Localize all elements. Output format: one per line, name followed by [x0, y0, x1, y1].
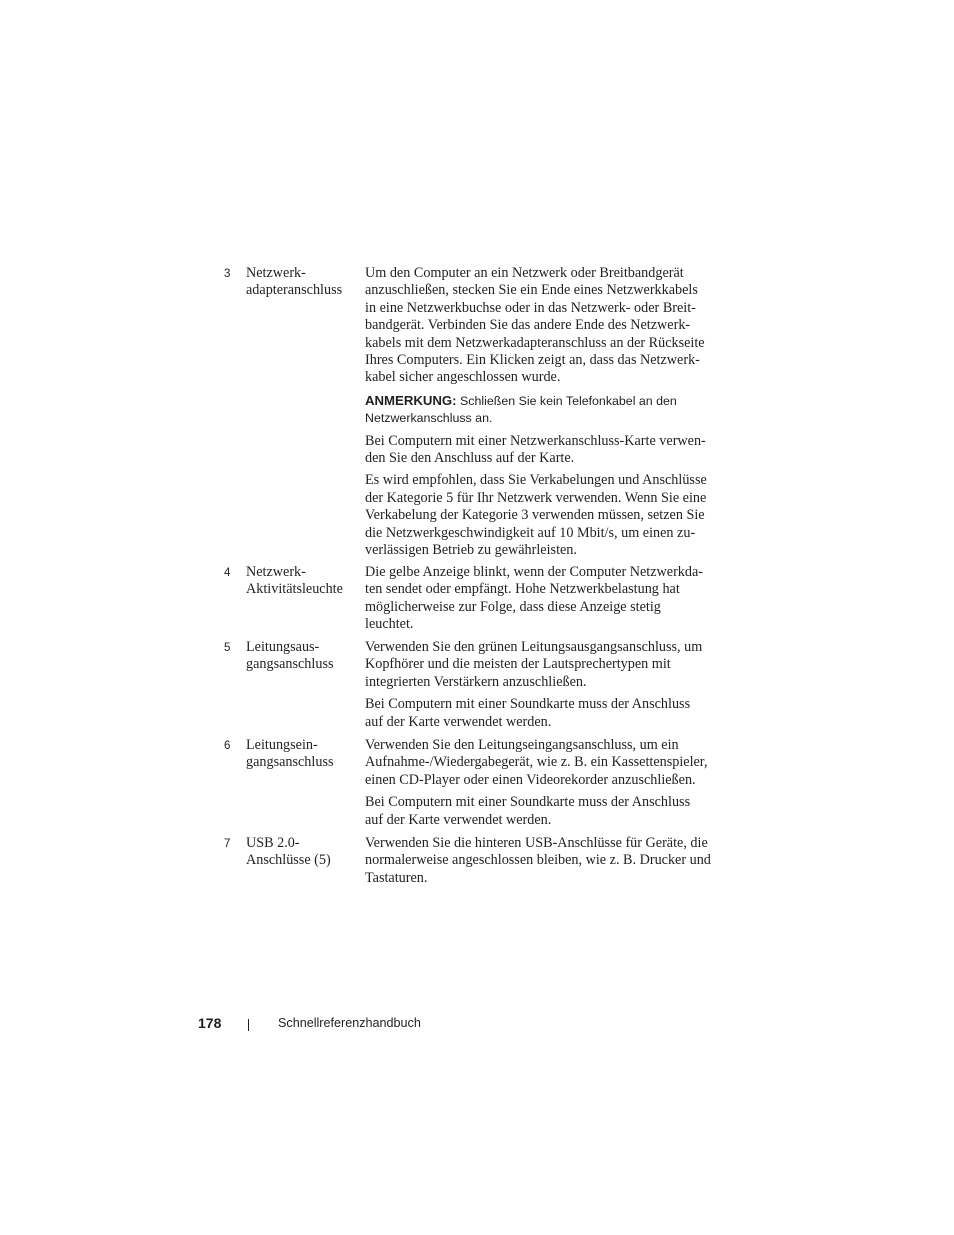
note-block [365, 392, 717, 428]
text-line: in eine Netzwerkbuchse oder in das Netzwerk- oder Breit- [365, 299, 696, 316]
entry-description [365, 835, 717, 887]
footer-title: Schnellreferenzhandbuch [278, 1016, 421, 1030]
text-line: kabel sicher angeschlossen wurde. [365, 369, 561, 386]
paragraph [365, 265, 717, 387]
page-number: 178 [198, 1015, 222, 1031]
entry-number: 4 [224, 567, 231, 579]
entry-number: 5 [224, 642, 231, 654]
term-line: adapteranschluss [246, 282, 343, 299]
paragraph [365, 472, 717, 559]
entry-term [246, 265, 358, 300]
note-text: Netzwerkanschluss an. [365, 411, 493, 426]
text-line: Kopfhörer und die meisten der Lautsprechertypen mit [365, 656, 671, 673]
term-line: gangsanschluss [246, 656, 334, 673]
paragraph [365, 564, 717, 634]
note-heading: ANMERKUNG: [365, 392, 457, 408]
text-line: Bei Computern mit einer Soundkarte muss der Anschluss [365, 696, 691, 713]
entry-description [365, 265, 717, 560]
text-line: Aufnahme-/Wiedergabegerät, wie z. B. ein Kassettenspieler, [365, 754, 708, 771]
text-line: Bei Computern mit einer Soundkarte muss der Anschluss [365, 794, 691, 811]
text-line: Verwenden Sie den Leitungseingangsanschluss, um ein [365, 737, 679, 753]
text-line: integrierten Verstärkern anzuschließen. [365, 673, 587, 690]
entry-term [246, 564, 358, 599]
paragraph [365, 835, 717, 887]
footer-divider [248, 1019, 249, 1031]
term-line: Aktivitätsleuchte [246, 581, 343, 598]
note-text: Schließen Sie kein Telefonkabel an den [460, 393, 677, 408]
text-line: den Sie den Anschluss auf der Karte. [365, 450, 575, 467]
text-line: anzuschließen, stecken Sie ein Ende eines Netzwerkkabels [365, 282, 698, 299]
entry-number: 3 [224, 268, 231, 280]
term-line: USB 2.0- [246, 835, 300, 851]
text-line: einen CD-Player oder einen Videorekorder anzuschließen. [365, 771, 696, 788]
paragraph [365, 433, 717, 468]
text-line: Ihres Computers. Ein Klicken zeigt an, dass das Netzwerk- [365, 352, 700, 369]
entry-description [365, 564, 717, 634]
text-line: bandgerät. Verbinden Sie das andere Ende des Netzwerk- [365, 317, 691, 334]
entry-term [246, 737, 358, 772]
paragraph [365, 696, 717, 731]
text-line: Es wird empfohlen, dass Sie Verkabelungen und Anschlüsse [365, 472, 707, 489]
text-line: Die gelbe Anzeige blinkt, wenn der Computer Netzwerkda- [365, 564, 704, 580]
text-line: auf der Karte verwendet werden. [365, 713, 552, 730]
paragraph [365, 639, 717, 691]
paragraph [365, 737, 717, 789]
term-line: Anschlüsse (5) [246, 852, 331, 869]
term-line: Leitungsein- [246, 737, 318, 753]
text-line: normalerweise angeschlossen bleiben, wie z. B. Drucker und [365, 852, 711, 869]
term-line: Netzwerk- [246, 564, 306, 580]
entry-number: 7 [224, 838, 231, 850]
text-line: Tastaturen. [365, 869, 428, 886]
text-line: verlässigen Betrieb zu gewährleisten. [365, 542, 577, 559]
text-line: Um den Computer an ein Netzwerk oder Breitbandgerät [365, 265, 684, 281]
text-line: ten sendet oder empfängt. Hohe Netzwerkbelastung hat [365, 581, 680, 598]
text-line: die Netzwerkgeschwindigkeit auf 10 Mbit/s, um einen zu- [365, 524, 696, 541]
paragraph [365, 794, 717, 829]
text-line: Bei Computern mit einer Netzwerkanschluss-Karte verwen- [365, 432, 706, 449]
entry-description [365, 639, 717, 731]
text-line: Verkabelung der Kategorie 3 verwenden müssen, setzen Sie [365, 507, 705, 524]
text-line: der Kategorie 5 für Ihr Netzwerk verwenden. Wenn Sie eine [365, 489, 707, 506]
text-line: Verwenden Sie die hinteren USB-Anschlüsse für Geräte, die [365, 835, 708, 851]
entry-number: 6 [224, 740, 231, 752]
entry-term [246, 639, 358, 674]
text-line: Verwenden Sie den grünen Leitungsausgangsanschluss, um [365, 639, 703, 655]
text-line: leuchtet. [365, 616, 414, 633]
text-line: möglicherweise zur Folge, dass diese Anzeige stetig [365, 598, 661, 615]
term-line: Netzwerk- [246, 265, 306, 281]
text-line: kabels mit dem Netzwerkadapteranschluss an der Rückseite [365, 334, 705, 351]
entry-description [365, 737, 717, 829]
text-line: auf der Karte verwendet werden. [365, 811, 552, 828]
term-line: Leitungsaus- [246, 639, 320, 655]
term-line: gangsanschluss [246, 754, 334, 771]
entry-term [246, 835, 358, 870]
